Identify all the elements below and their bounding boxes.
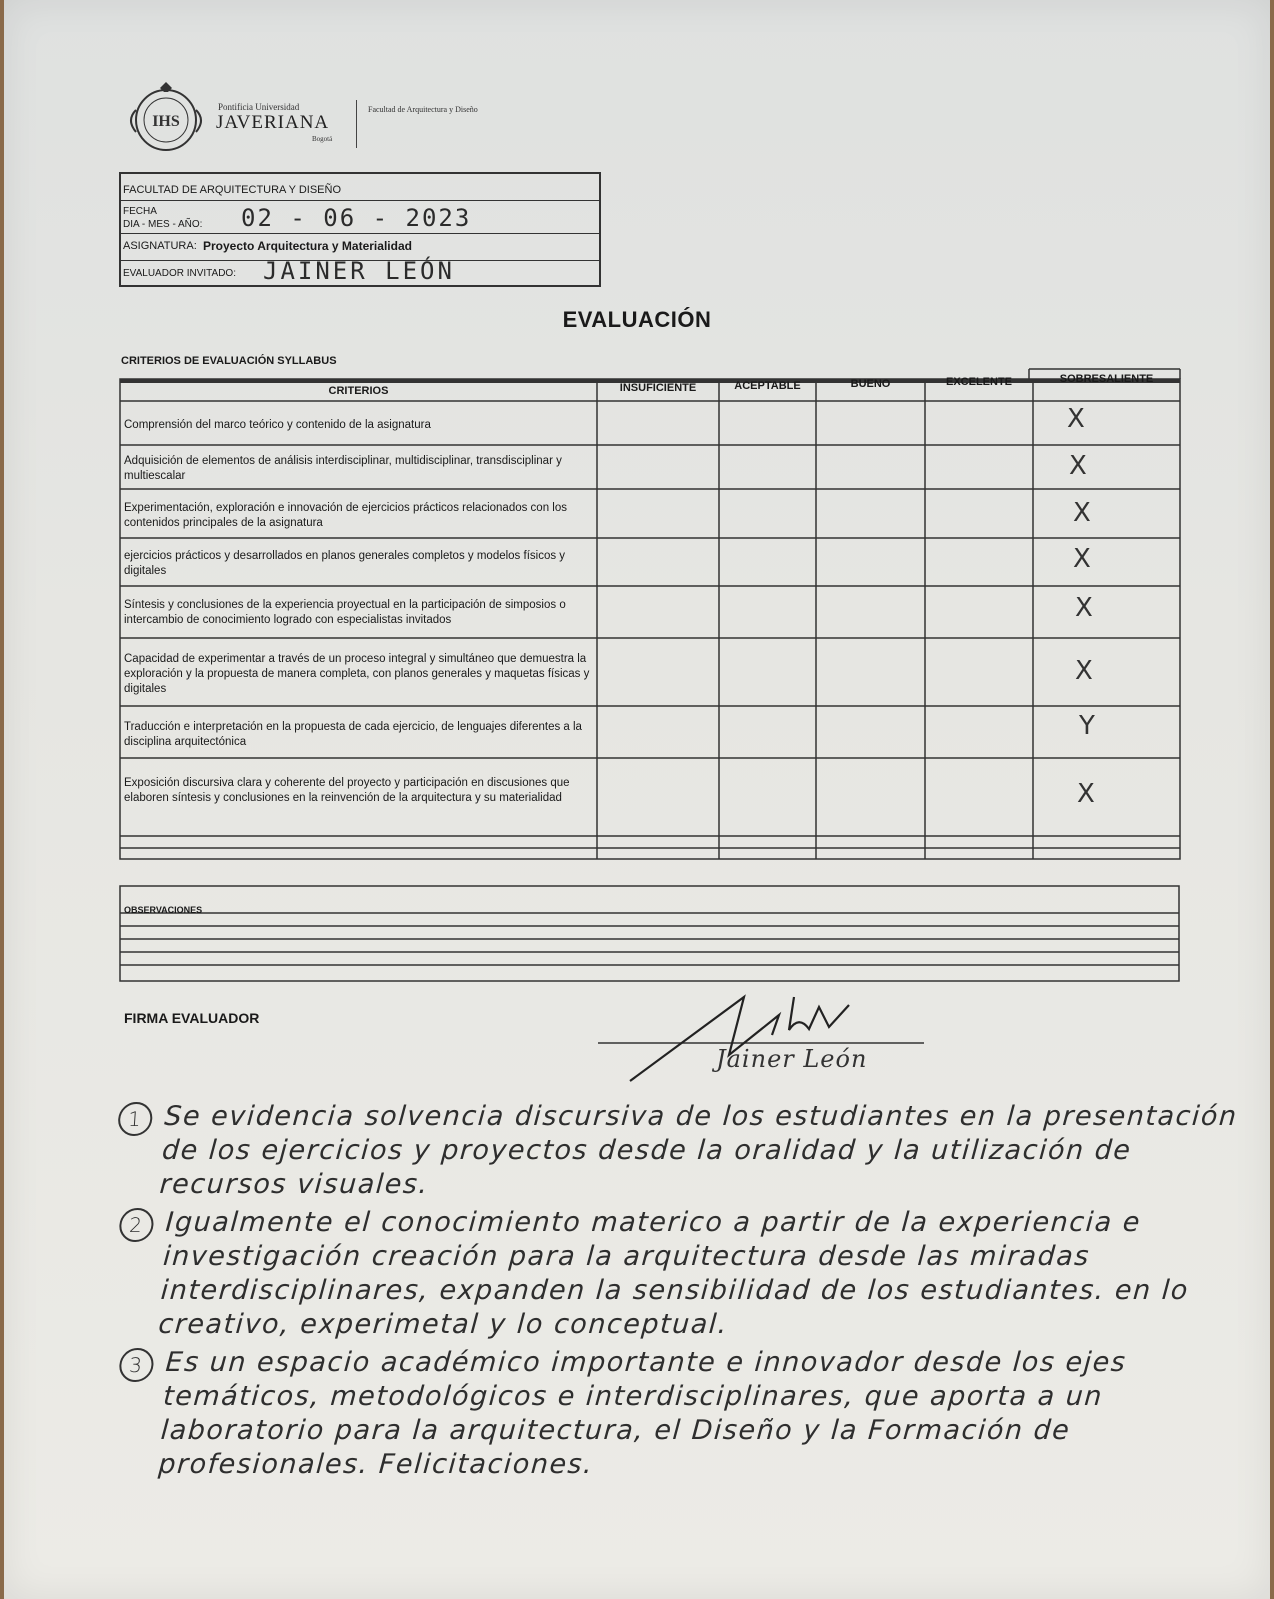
criterion-row-1: Comprensión del marco teórico y contenido de la asignatura xyxy=(124,419,431,431)
signature-label: FIRMA EVALUADOR xyxy=(124,1010,260,1026)
sobresaliente-mark-row-4: X xyxy=(1073,544,1091,574)
university-logo xyxy=(122,80,482,158)
column-aceptable: ACEPTABLE xyxy=(734,380,801,392)
criterion-row-4: ejercicios prácticos y desarrollados en planos generales completos y modelos físicos y digitales xyxy=(124,550,566,577)
sobresaliente-mark-row-6: X xyxy=(1075,656,1093,686)
note-2 xyxy=(109,1206,1269,1342)
column-excelente: EXCELENTE xyxy=(945,376,1012,388)
observations-label: OBSERVACIONES xyxy=(124,905,203,915)
date-label-1: FECHA xyxy=(123,206,157,217)
info-table xyxy=(119,172,601,287)
info-row-evaluator xyxy=(121,257,599,285)
info-row-date xyxy=(121,201,599,234)
note-text-3: Es un espacio académico importante e innovador desde los ejes temáticos, metodológicos e interdisciplinares, que aporta a un laboratorio para la arquitectura, el Diseño y la Formación de profesionales. Felicitaciones. xyxy=(157,1347,1128,1480)
institution-name: JAVERIANA xyxy=(216,112,330,133)
column-insuficiente: INSUFICIENTE xyxy=(619,382,697,394)
observations-box xyxy=(119,885,1181,983)
note-3 xyxy=(109,1346,1269,1482)
crest-letters: IHS xyxy=(152,113,180,130)
evaluator-label: EVALUADOR INVITADO: xyxy=(123,268,236,279)
column-criterios: CRITERIOS xyxy=(328,385,389,397)
note-number-1: 1 xyxy=(117,1102,153,1136)
criterion-row-8: Exposición discursiva clara y coherente del proyecto y participación en discusiones que elaboren síntesis y conclusiones en la reinvención de la arquitectura y su materialidad xyxy=(124,777,570,804)
evaluation-table xyxy=(119,368,1184,866)
criterion-row-2: Adquisición de elementos de análisis interdisciplinar, multidisciplinar, transdisciplinar y multiescalar xyxy=(124,455,562,482)
sobresaliente-mark-row-7: Y xyxy=(1079,711,1095,741)
criteria-caption: CRITERIOS DE EVALUACIÓN SYLLABUS xyxy=(121,355,337,367)
faculty-line: Facultad de Arquitectura y Diseño xyxy=(368,105,478,114)
subject-value: Proyecto Arquitectura y Materialidad xyxy=(203,239,412,253)
logo-divider xyxy=(356,100,357,148)
date-value: 02 - 06 - 2023 xyxy=(241,204,472,232)
column-sobresaliente: SOBRESALIENTE xyxy=(1059,373,1154,385)
info-row-faculty xyxy=(121,174,599,201)
institution-small: Pontificia Universidad xyxy=(218,102,300,112)
handwritten-notes xyxy=(114,1100,1264,1486)
note-number-2: 2 xyxy=(118,1208,154,1242)
column-bueno: BUENO xyxy=(850,378,891,390)
note-1 xyxy=(110,1100,1267,1202)
criterion-row-3: Experimentación, exploración e innovación de ejercicios prácticos relacionados con los contenidos principales de la asignatura xyxy=(124,502,567,529)
evaluation-title: EVALUACIÓN xyxy=(562,307,712,332)
sobresaliente-mark-row-2: X xyxy=(1069,451,1087,481)
sobresaliente-mark-row-1: X xyxy=(1067,404,1085,434)
crest-icon xyxy=(122,80,210,158)
institution-city: Bogotá xyxy=(312,135,333,143)
sobresaliente-mark-row-3: X xyxy=(1073,498,1091,528)
date-label-2: DIA - MES - AÑO: xyxy=(123,219,203,230)
criterion-row-6: Capacidad de experimentar a través de un proceso integral y simultáneo que demuestra la exploración y la propuesta de manera completa, con planos generales y maquetas físicas y digitales xyxy=(124,653,590,695)
document-page xyxy=(4,0,1270,1599)
note-text-1: Se evidencia solvencia discursiva de los estudiantes en la presentación de los ejercicios y proyectos desde la oralidad y la utilización de recursos visuales. xyxy=(158,1101,1239,1200)
signature-name: Jainer León xyxy=(716,1045,868,1073)
subject-label: ASIGNATURA: xyxy=(123,240,197,252)
sobresaliente-mark-row-8: X xyxy=(1077,779,1095,809)
criterion-row-7: Traducción e interpretación en la propuesta de cada ejercicio, de lenguajes diferentes a la disciplina arquitectónica xyxy=(124,721,582,748)
note-number-3: 3 xyxy=(118,1348,154,1382)
evaluator-value: JAINER LEÓN xyxy=(263,257,455,285)
criterion-row-5: Síntesis y conclusiones de la experiencia proyectual en la participación de simposios o intercambio de conocimiento logrado con especialistas invitados xyxy=(124,599,566,626)
faculty-label: FACULTAD DE ARQUITECTURA Y DISEÑO xyxy=(123,184,342,196)
note-text-2: Igualmente el conocimiento materico a partir de la experiencia e investigación creación para la arquitectura desde las miradas interdisciplinares, expanden la sensibilidad de los estudiantes. en lo creativo, experimetal y lo conceptual. xyxy=(157,1207,1190,1340)
observations-lines xyxy=(119,885,1181,983)
sobresaliente-mark-row-5: X xyxy=(1075,593,1093,623)
